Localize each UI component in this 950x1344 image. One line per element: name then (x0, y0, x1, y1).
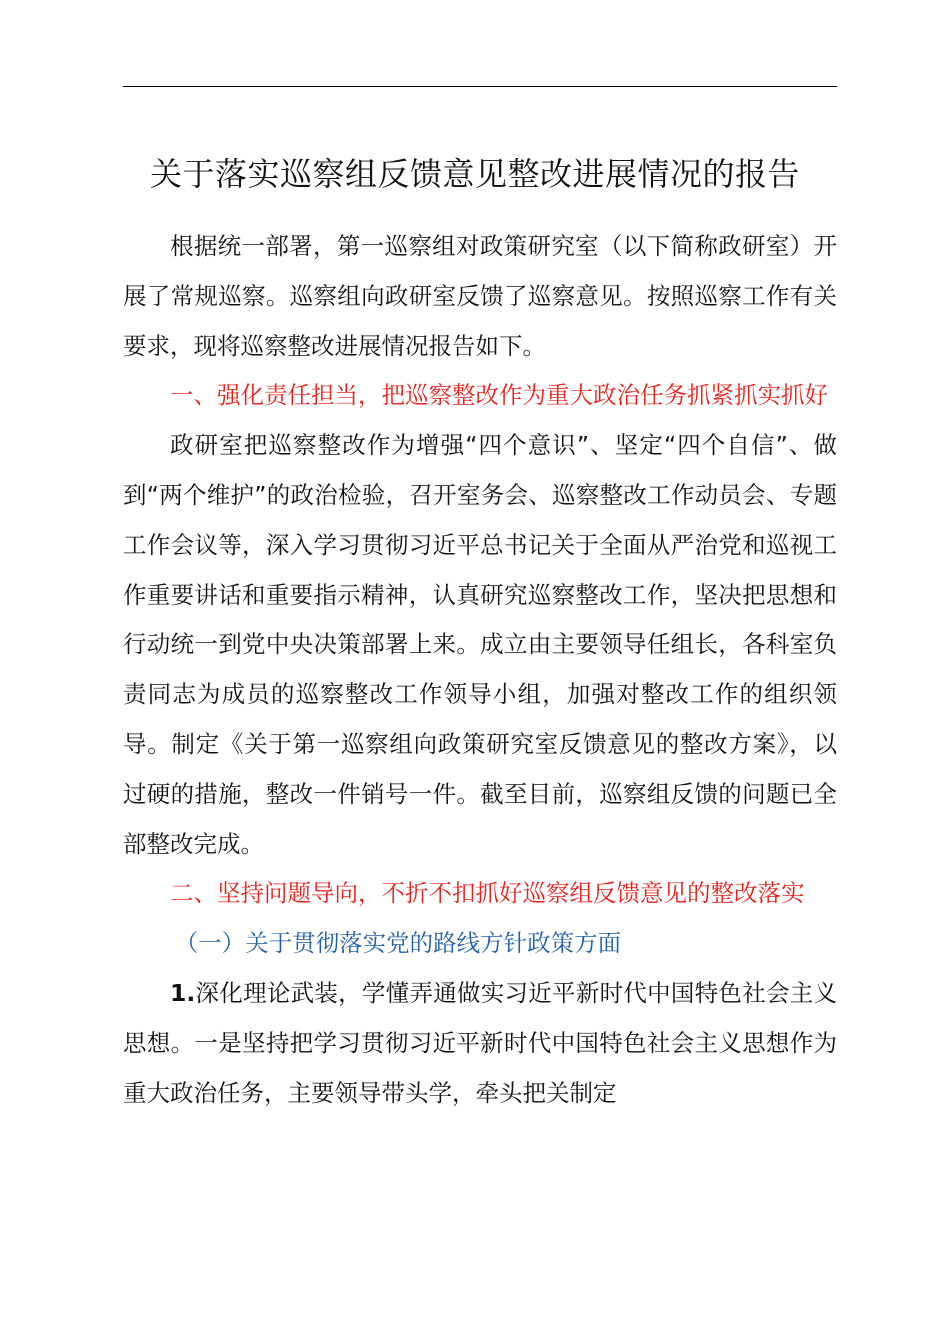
document-title: 关于落实巡察组反馈意见整改进展情况的报告 (149, 155, 800, 193)
intro-paragraph: 根据统一部署，第一巡察组对政策研究室（以下简称政研室）开展了常规巡察。巡察组向政研室反馈了巡察意见。按照巡察工作有关要求，现将巡察整改进展情况报告如下。 (123, 232, 837, 360)
item-1-number: 1. (170, 978, 196, 1007)
item-1-text: 深化理论武装，学懂弄通做实习近平新时代中国特色社会主义思想。一是坚持把学习贯彻习近平新时代中国特色社会主义思想作为重大政治任务，主要领导带头学，牵头把关制定 (123, 978, 837, 1107)
document-body (123, 222, 837, 1118)
header-rule (123, 86, 837, 87)
item-1-paragraph (123, 969, 837, 1118)
subsection-1-heading: （一）关于贯彻落实党的路线方针政策方面 (174, 929, 622, 958)
section-1-paragraph: 政研室把巡察整改作为增强“四个意识”、坚定“四个自信”、做到“两个维护”的政治检验，召开室务会、巡察整改工作动员会、专题工作会议等，深入学习贯彻习近平总书记关于全面从严治党和巡视工作重要讲话和重要指示精神，认真研究巡察整改工作，坚决把思想和行动统一到党中央决策部署上来。成立由主要领导任组长，各科室负责同志为成员的巡察整改工作领导小组，加强对整改工作的组织领导。制定《关于第一巡察组向政策研究室反馈意见的整改方案》，以过硬的措施，整改一件销号一件。截至目前，巡察组反馈的问题已全部整改完成。 (123, 431, 837, 858)
section-2-heading: 二、坚持问题导向，不折不扣抓好巡察组反馈意见的整改落实 (170, 879, 805, 908)
section-1-heading: 一、强化责任担当，把巡察整改作为重大政治任务抓紧抓实抓好 (170, 381, 828, 410)
